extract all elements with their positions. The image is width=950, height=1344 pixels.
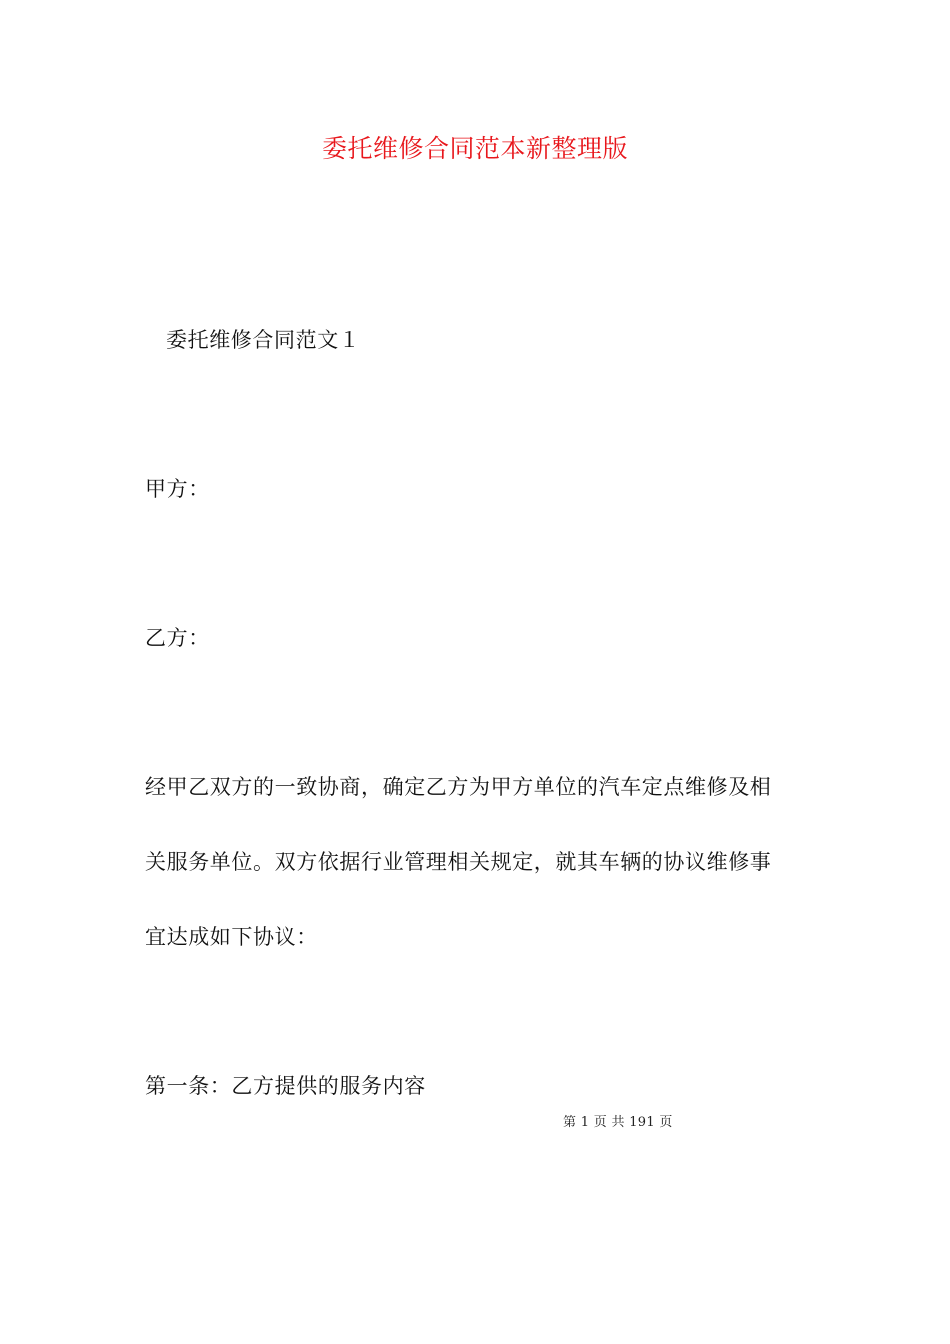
article-heading: 第一条：乙方提供的服务内容	[145, 1074, 426, 1098]
paragraph-line: 关服务单位。双方依据行业管理相关规定，就其车辆的协议维修事	[145, 850, 772, 874]
party-a-label: 甲方：	[145, 477, 210, 501]
document-title: 委托维修合同范本新整理版	[321, 134, 628, 163]
page-number-footer: 第 1 页 共 191 页	[563, 1115, 673, 1130]
paragraph-line: 经甲乙双方的一致协商，确定乙方为甲方单位的汽车定点维修及相	[145, 775, 772, 799]
document-subtitle: 委托维修合同范文１	[166, 328, 361, 352]
party-b-label: 乙方：	[145, 626, 210, 650]
paragraph-line: 宜达成如下协议：	[145, 925, 318, 949]
